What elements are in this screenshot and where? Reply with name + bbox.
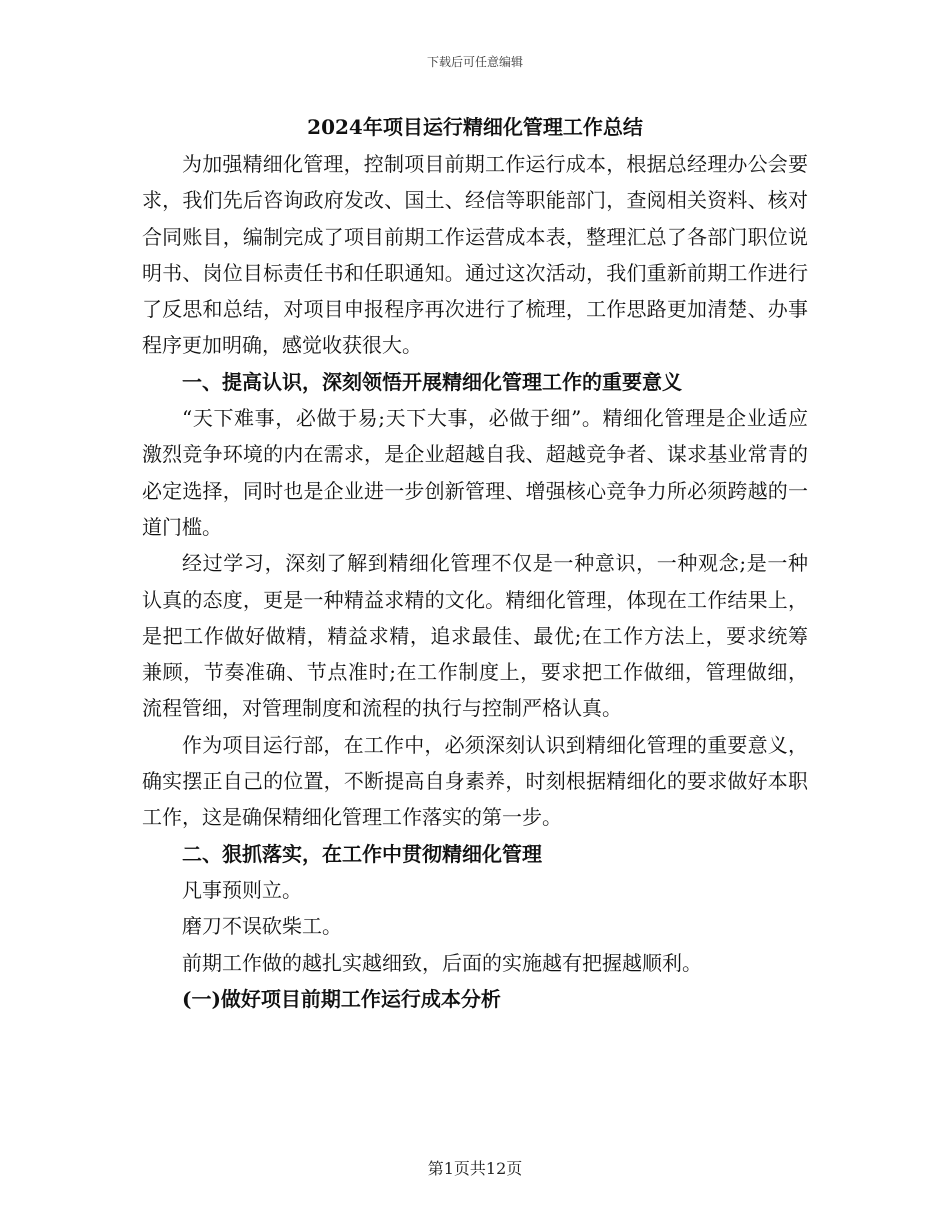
- paragraph-proverb-2: 磨刀不误砍柴工。: [182, 914, 342, 939]
- page-header-note: 下载后可任意编辑: [426, 55, 523, 69]
- paragraph-quote: “天下难事，必做于易;天下大事，必做于细”。精细化管理是企业适应激烈竞争环境的内在需求，是企业超越自我、超越竞争者、谋求基业常青的必定选择，同时也是企业进一步创新管理、增强核心竞争力所必须跨越的一道门槛。: [142, 406, 808, 539]
- section-heading-1: 一、提高认识，深刻领悟开展精细化管理工作的重要意义: [182, 369, 682, 394]
- document-title: 2024年项目运行精细化管理工作总结: [307, 115, 643, 139]
- paragraph-role: 作为项目运行部，在工作中，必须深刻认识到精细化管理的重要意义，确实摆正自己的位置，不断提高自身素养，时刻根据精细化的要求做好本职工作，这是确保精细化管理工作落实的第一步。: [142, 732, 808, 830]
- document-body: [142, 112, 808, 1017]
- paragraph-proverb-1: 凡事预则立。: [182, 877, 302, 902]
- paragraph-learning: 经过学习，深刻了解到精细化管理不仅是一种意识，一种观念;是一种认真的态度，更是一种精益求精的文化。精细化管理，体现在工作结果上，是把工作做好做精，精益求精，追求最佳、最优;在工作方法上，要求统筹兼顾，节奏准确、节点准时;在工作制度上，要求把工作做细，管理做细，流程管细，对管理制度和流程的执行与控制严格认真。: [142, 551, 808, 721]
- section-heading-2: 二、狠抓落实，在工作中贯彻精细化管理: [182, 841, 542, 866]
- page-footer: 第1页共12页: [427, 1159, 523, 1178]
- paragraph-intro: 为加强精细化管理，控制项目前期工作运行成本，根据总经理办公会要求，我们先后咨询政府发改、国土、经信等职能部门，查阅相关资料、核对合同账目，编制完成了项目前期工作运营成本表，整理汇总了各部门职位说明书、岗位目标责任书和任职通知。通过这次活动，我们重新前期工作进行了反思和总结，对项目申报程序再次进行了梳理，工作思路更加清楚、办事程序更加明确，感觉收获很大。: [142, 152, 808, 358]
- paragraph-groundwork: 前期工作做的越扎实越细致，后面的实施越有把握越顺利。: [182, 950, 702, 975]
- subsection-heading-1: (一)做好项目前期工作运行成本分析: [182, 986, 501, 1011]
